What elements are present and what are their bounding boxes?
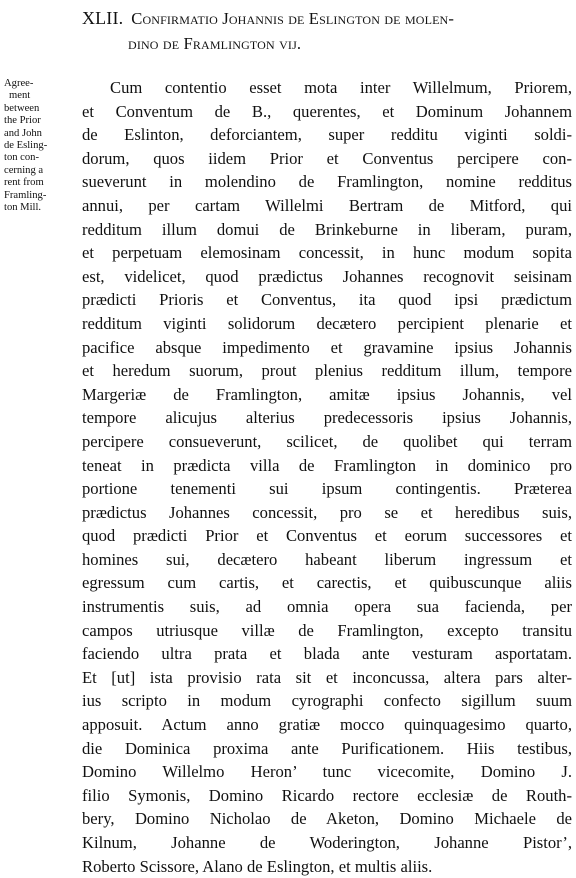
body-line: et perpetuam elemosinam concessit, in hunc modum sopita <box>82 243 572 263</box>
charter-title-line-1: Confirmatio Johannis de Eslington de molen- <box>131 9 455 28</box>
body-line: campos utriusque villæ de Framlington, excepto transitu <box>82 620 572 640</box>
marginal-note-line: and John <box>4 127 42 139</box>
body-line: Margeriæ de Framlington, amitæ ipsius Johannis, vel <box>82 384 572 404</box>
marginal-note-line: between <box>4 102 40 114</box>
body-line: Cum contentio esset mota inter Willelmum, Priorem, <box>110 78 572 97</box>
body-line: instrumentis suis, ad omnia opera sua facienda, per <box>82 597 572 617</box>
body-line: prædicti Prioris et Conventus, ita quod ipsi prædictum <box>82 290 572 310</box>
body-line: faciendo ultra prata et blada ante vesturam asportatam. <box>82 644 572 664</box>
body-line: percipere consueverunt, scilicet, de quolibet qui terram <box>82 431 572 451</box>
body-line: filio Symonis, Domino Ricardo rectore ecclesiæ de Routh- <box>82 785 572 805</box>
charter-heading <box>82 6 574 56</box>
body-line: Kilnum, Johanne de Woderington, Johanne Pistor’, <box>82 833 572 852</box>
charter-number: XLII. <box>82 8 124 28</box>
body-line: die Dominica proxima ante Purificationem. Hiis testibus, <box>82 738 572 758</box>
marginal-note-line: the Prior <box>4 115 41 127</box>
body-line: pacifice absque impedimento et gravamine ipsius Johannis <box>82 337 572 357</box>
body-line: homines sui, decætero habeant liberum ingressum et <box>82 549 572 569</box>
body-line: quod prædicti Prior et Conventus et eorum successores et <box>82 526 572 546</box>
body-line: annui, per cartam Willelmi Bertram de Mitford, qui <box>82 195 572 215</box>
marginal-note-line: ton Mill. <box>4 202 42 214</box>
charter-body-text <box>82 76 572 878</box>
body-line: et heredum suorum, prout plenius redditum illum, tempore <box>82 361 572 381</box>
body-line: redditum illum domui de Brinkeburne in liberam, puram, <box>82 219 572 239</box>
marginal-note-line: Agree- <box>4 78 34 89</box>
marginal-note-line: Framling- <box>4 189 47 201</box>
body-line: Et [ut] ista provisio rata sit et inconcussa, altera pars alter- <box>82 667 572 687</box>
body-line: dorum, quos iidem Prior et Conventus percipere con- <box>82 148 572 168</box>
body-line: tempore alicujus alterius predecessoris ipsius Johannis, <box>82 408 572 428</box>
body-line: est, videlicet, quod prædictus Johannes recognovit seisinam <box>82 266 572 286</box>
body-line: Roberto Scissore, Alano de Eslington, et multis aliis. <box>82 856 433 876</box>
body-line: et Conventum de B., querentes, et Dominum Johannem <box>82 101 572 121</box>
marginal-note <box>4 78 70 214</box>
body-line: teneat in prædicta villa de Framlington in dominico pro <box>82 455 572 475</box>
marginal-note-line: ton con- <box>4 152 40 164</box>
charter-title-line-2: dino de Framlington vij. <box>128 34 302 53</box>
body-line: apposuit. Actum anno gratiæ mocco quinquagesimo quarto, <box>82 715 572 735</box>
body-line: portione tenementi sui ipsum contingentis. Præterea <box>82 479 572 499</box>
marginal-note-line: ment <box>9 90 31 102</box>
marginal-note-line: de Esling- <box>4 140 48 152</box>
body-line: de Eslinton, deforciantem, super redditu viginti soldi- <box>82 125 572 145</box>
marginal-note-line: cerning a <box>4 164 44 176</box>
marginal-note-line: rent from <box>4 177 44 189</box>
body-line: egressum cum cartis, et carectis, et quibuscunque aliis <box>82 573 572 593</box>
body-line: prædictus Johannes concessit, pro se et heredibus suis, <box>82 502 572 522</box>
body-line: ius scripto in modum cyrographi confecto sigillum suum <box>82 691 572 711</box>
body-line: bery, Domino Nicholao de Aketon, Domino Michaele de <box>82 809 572 829</box>
body-line: sueverunt in molendino de Framlington, nomine redditus <box>82 172 572 192</box>
body-line: Domino Willelmo Heron’ tunc vicecomite, Domino J. <box>82 762 572 782</box>
body-line: redditum viginti solidorum decætero percipient plenarie et <box>82 313 572 333</box>
